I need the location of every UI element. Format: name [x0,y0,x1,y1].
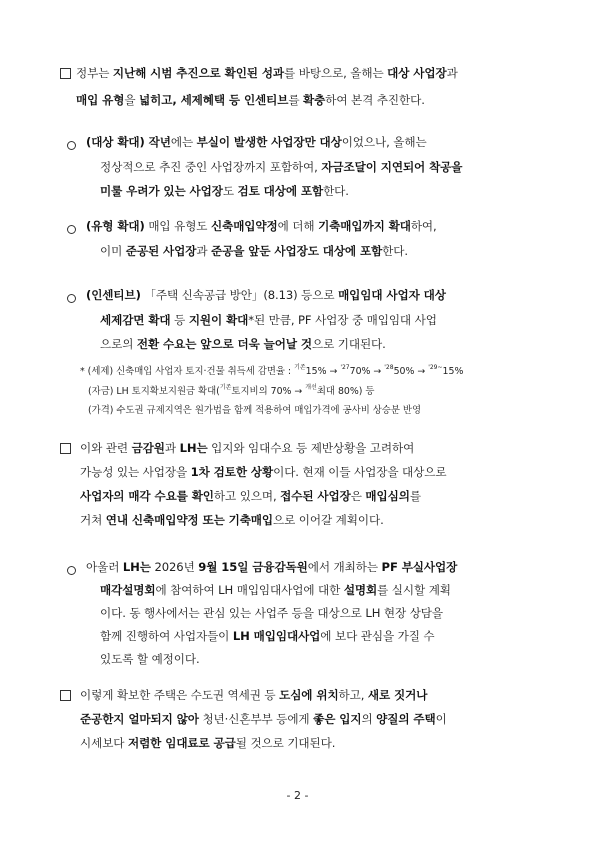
square-bullet-icon [60,443,71,457]
footnote-price: (가격) 수도권 규제지역은 원가법을 함께 적용하여 매입가격에 공사비 상승분 반영 [88,405,421,416]
circle-bullet-icon [67,223,76,237]
circle-bullet-icon [67,564,76,578]
circle-bullet-icon [67,139,76,153]
footnote-tax: * (세제) 신축매입 사업자 토지·건물 취득세 감면율 : $^{기존}$15% → $^{'27}$70% → $^{'28}$50% → $^{'29\sim}$15% [80,364,464,377]
square-bullet-icon [60,68,71,82]
page-number: - 2 - [286,789,309,802]
section-1-line-1: 정부는 지난해 시범 추진으로 확인된 성과를 바탕으로, 올해는 대상 사업장과 [76,66,458,80]
document-page: 정부는 지난해 시범 추진으로 확인된 성과를 바탕으로, 올해는 대상 사업장과 매입 유형을 넓히고, 세제혜택 등 인센티브를 확충하여 본격 추진한다. (대상 확대) 작년에는 부실이 발생한 사업장만 대상이었으나, 올해는 정상적으로 추진 중인 사업장까지 포함하여, 자금조달이 지연되어 착공을 미룰 우려가 있는 사업장도 검토 대상에 포함한다. (유형 확대) 매입 유형도 신축매입약정에 더해 기축매입까지 확대하여, 이미 준공된 사업장과 준공을 앞둔 사업장도 대상에 포함한다. (인센티브) 「주택 신속공급 방안」(8.13) 등으로 매입임대 사업자 대상 세제감면 확대 등 지원이 확대*된 만큼, PF 사업장 중 매입임대 사업 으로의 전환 수요는 앞으로 더욱 늘어날 것으로 기대된다. * (세제) 신축매입 사업자 토지·건물 취득세 감면율 : $^{기존}$15% → $^{'27}$70% → $^{'28}$50% → $^{'29\sim}$15% (자금) LH 토지확보지원금 확대($^{기존}$토지비의 70% → $^{개선}$최대 80%) 등 (가격) 수도권 규제지역은 원가법을 함께 적용하여 매입가격에 공사비 상승분 반영 이와 관련 금감원과 LH는 입지와 임대수요 등 제반상황을 고려하여 가능성 있는 사업장을 1차 검토한 상황이다. 현재 이들 사업장을 대상으로 사업자의 매각 수요를 확인하고 있으며, 접수된 사업장은 매입심의를 거쳐 연내 신축매입약정 또는 기축매입으로 이어갈 계획이다. 아울러 LH는 2026년 9월 15일 금융감독원에서 개최하는 PF 부실사업장 매각설명회에 참여하여 LH 매입임대사업에 대한 설명회를 실시할 계획 이다. 동 행사에서는 관심 있는 사업주 등을 대상으로 LH 현장 상담을 함께 진행하여 사업자들이 LH 매입임대사업에 보다 관심을 가질 수 있도록 할 예정이다. 이렇게 확보한 주택은 수도권 역세권 등 도심에 위치하고, 새로 짓거나 준공한지 얼마되지 않아 청년·신혼부부 등에게 좋은 입지의 양질의 주택이 시세보다 저렴한 임대료로 공급될 것으로 기대된다. - 2 - [0,0,595,841]
square-bullet-icon [60,690,71,704]
footnote-fund: (자금) LH 토지확보지원금 확대($^{기존}$토지비의 70% → $^{개선}$최대 80%) 등 [88,384,375,397]
section-1-line-2: 매입 유형을 넓히고, 세제혜택 등 인센티브를 확충하여 본격 추진한다. [76,93,425,107]
circle-bullet-icon [67,292,76,306]
